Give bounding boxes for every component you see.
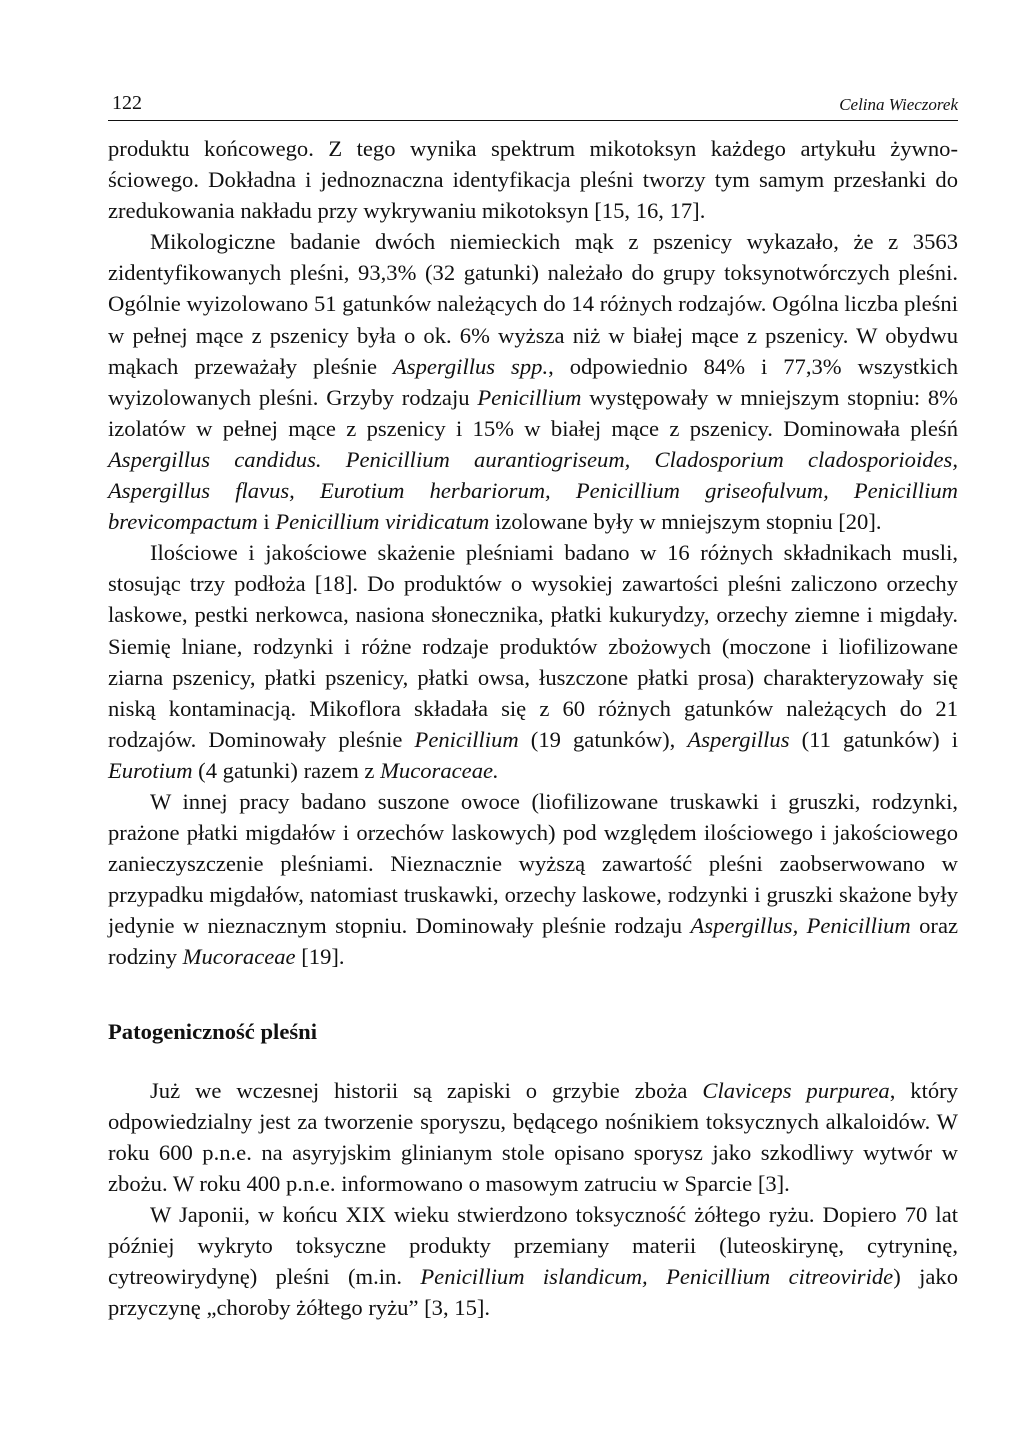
paragraph-3: Ilościowe i jakościowe skażenie pleśniami badano w 16 różnych składnikach musli, stosując trzy podłoża [18]. Do produktów o wysokiej zawartości pleśni zaliczono orzechy laskowe, pestki nerkowca, nasiona słonecznika, płatki kukurydzy, orzechy ziemne i migdały. Siemię lniane, rodzynki i różne rodzaje produktów zbożowych (moczone i liofilizowane ziarna pszenicy, płatki pszenicy, płatki owsa, łuszczone płatki prosa) charakteryzowały się niską kontaminacją. Mikoflora składała się z 60 różnych gatunków należących do 21 rodzajów. Dominowały pleśnie Penicillium (19 gatunków), Aspergillus (11 gatunków) i Eurotium (4 gatunki) razem z Mucoraceae.: [108, 540, 958, 783]
family-name: Mucoraceae.: [380, 757, 499, 783]
section-heading: Patogeniczność pleśni: [108, 1018, 317, 1044]
species-names: Penicillium islandicum, Penicillium citreoviride: [420, 1264, 894, 1290]
species-name: Claviceps purpurea: [702, 1077, 890, 1103]
genus-names: Aspergillus, Penicillium: [690, 913, 911, 939]
species-name: Penicillium viridicatum: [275, 509, 490, 535]
genus-name: Eurotium: [108, 757, 193, 783]
paragraph-5: Już we wczesnej historii są zapiski o grzybie zboża Claviceps purpurea, który odpowiedzialny jest za tworzenie sporyszu, będącego nośnikiem toksycznych alkaloidów. W roku 600 p.n.e. na asyryjskim glinianym stole opisano sporysz jako szkodliwy wytwór w zbożu. W roku 400 p.n.e. informowano o masowym zatruciu w Sparcie [3].: [108, 1077, 958, 1196]
running-author: Celina Wieczorek: [839, 95, 958, 114]
species-list: Aspergillus candidus. Penicillium aurantiogriseum, Cladosporium cladosporioides, Aspergillus flavus, Eurotium herbariorum, Penicillium griseofulvum, Penicillium brevicompactum: [108, 446, 958, 535]
document-page: [108, 80, 958, 1323]
species-name: Aspergillus spp.: [393, 353, 549, 379]
body-text: [108, 133, 958, 1323]
paragraph-2: Mikologiczne badanie dwóch niemieckich mąk z pszenicy wykazało, że z 3563 zidentyfikowanych pleśni, 93,3% (32 gatunki) należało do grupy toksynotwórczych pleśni. Ogólnie wyizolowano 51 gatunków należących do 14 różnych rodzajów. Ogólna liczba pleśni w pełnej mące z pszenicy była o ok. 6% wyższa niż w białej mące z pszenicy. W obydwu mąkach przeważały pleśnie Aspergillus spp., odpowiednio 84% i 77,3% wszystkich wyizolowanych pleśni. Grzyby rodzaju Penicillium występowały w mniejszym stopniu: 8% izolatów w pełnej mące z pszenicy i 15% w białej mące z pszenicy. Dominowała pleśń Aspergillus candidus. Penicillium aurantiogriseum, Cladosporium cladosporioides, Aspergillus flavus, Eurotium herbariorum, Penicillium griseofulvum, Penicillium brevicompactum i Penicillium viridicatum izolowane były w mniejszym stopniu [20].: [108, 229, 958, 535]
paragraph-1: produktu końcowego. Z tego wynika spektrum mikotoksyn każdego artykułu żywnościowego. Dokładna i jednoznaczna identyfikacja pleśni tworzy tym samym przesłanki do zredukowania nakładu przy wykrywaniu mikotoksyn [15, 16, 17].: [108, 136, 958, 224]
paragraph-4: W innej pracy badano suszone owoce (liofilizowane truskawki i gruszki, rodzynki, prażone płatki migdałów i orzechów laskowych) pod względem ilościowego i jakościowego zanieczyszczenie pleśniami. Nieznacznie wyższą zawartość pleśni zaobserwowano w przypadku migdałów, natomiast truskawki, orzechy laskowe, rodzynki i gruszki skażone były jedynie w nieznacznym stopniu. Dominowały pleśnie rodzaju Aspergillus, Penicillium oraz rodziny Mucoraceae [19].: [108, 788, 958, 970]
genus-name: Penicillium: [414, 726, 519, 752]
paragraph-6: W Japonii, w końcu XIX wieku stwierdzono toksyczność żółtego ryżu. Dopiero 70 lat później wykryto toksyczne produkty przemiany materii (luteoskirynę, cytryninę, cytreowirydynę) pleśni (m.in. Penicillium islandicum, Penicillium citreoviride) jako przyczynę „choroby żółtego ryżu” [3, 15].: [108, 1201, 958, 1321]
page-number: 122: [112, 92, 142, 114]
family-name: Mucoraceae: [182, 944, 296, 970]
genus-name: Penicillium: [477, 384, 582, 410]
genus-name: Aspergillus: [687, 726, 790, 752]
running-header: [108, 80, 958, 121]
